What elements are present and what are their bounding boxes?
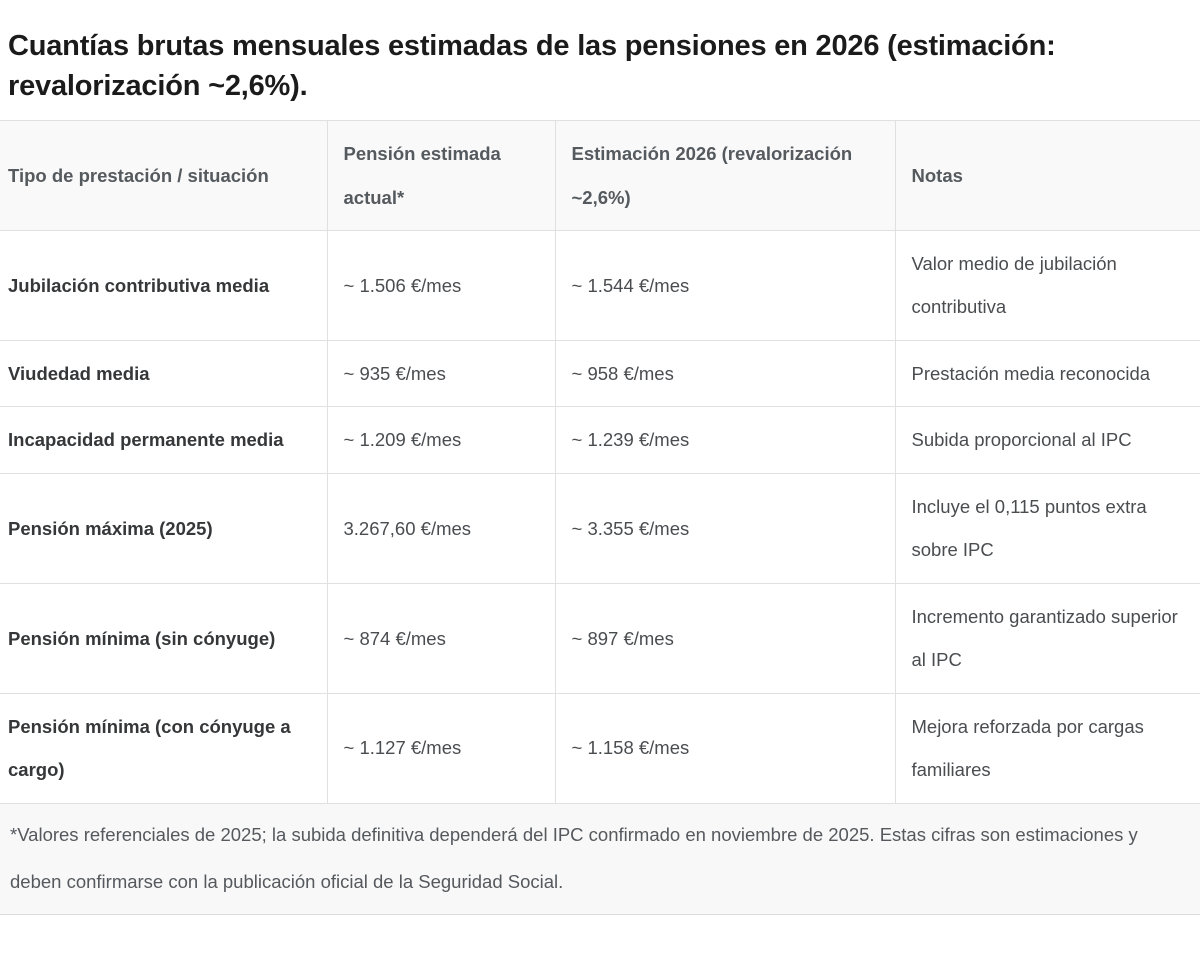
cell-estimacion-2026: ~ 1.239 €/mes: [555, 407, 895, 473]
table-row: [0, 693, 1200, 803]
header-tipo: Tipo de prestación / situación: [0, 121, 327, 231]
cell-tipo: Incapacidad permanente media: [0, 407, 327, 473]
cell-notas: Mejora reforzada por cargas familiares: [895, 693, 1200, 803]
cell-notas: Prestación media reconocida: [895, 340, 1200, 406]
cell-tipo: Pensión mínima (con cónyuge a cargo): [0, 693, 327, 803]
cell-tipo: Jubilación contributiva media: [0, 230, 327, 340]
cell-pension-actual: 3.267,60 €/mes: [327, 473, 555, 583]
cell-pension-actual: ~ 1.127 €/mes: [327, 693, 555, 803]
header-pension-actual: Pensión estimada actual*: [327, 121, 555, 231]
cell-pension-actual: ~ 1.209 €/mes: [327, 407, 555, 473]
cell-pension-actual: ~ 935 €/mes: [327, 340, 555, 406]
table-footnote: *Valores referenciales de 2025; la subida definitiva dependerá del IPC confirmado en noviembre de 2025. Estas cifras son estimaciones y deben confirmarse con la publicación oficial de la Seguridad Social.: [0, 804, 1200, 915]
cell-pension-actual: ~ 1.506 €/mes: [327, 230, 555, 340]
cell-estimacion-2026: ~ 958 €/mes: [555, 340, 895, 406]
cell-notas: Valor medio de jubilación contributiva: [895, 230, 1200, 340]
table-row: [0, 407, 1200, 473]
header-notas: Notas: [895, 121, 1200, 231]
cell-estimacion-2026: ~ 1.544 €/mes: [555, 230, 895, 340]
cell-estimacion-2026: ~ 1.158 €/mes: [555, 693, 895, 803]
cell-estimacion-2026: ~ 3.355 €/mes: [555, 473, 895, 583]
cell-notas: Incremento garantizado superior al IPC: [895, 583, 1200, 693]
table-row: [0, 583, 1200, 693]
cell-tipo: Pensión mínima (sin cónyuge): [0, 583, 327, 693]
table-row: [0, 340, 1200, 406]
pensions-table: [0, 120, 1200, 804]
cell-estimacion-2026: ~ 897 €/mes: [555, 583, 895, 693]
table-header-row: [0, 121, 1200, 231]
cell-tipo: Viudedad media: [0, 340, 327, 406]
header-estimacion-2026: Estimación 2026 (revalorización ~2,6%): [555, 121, 895, 231]
table-row: [0, 230, 1200, 340]
table-row: [0, 473, 1200, 583]
cell-tipo: Pensión máxima (2025): [0, 473, 327, 583]
cell-notas: Subida proporcional al IPC: [895, 407, 1200, 473]
cell-pension-actual: ~ 874 €/mes: [327, 583, 555, 693]
page-title: Cuantías brutas mensuales estimadas de las pensiones en 2026 (estimación: revalorización ~2,6%).: [8, 30, 1056, 103]
cell-notas: Incluye el 0,115 puntos extra sobre IPC: [895, 473, 1200, 583]
